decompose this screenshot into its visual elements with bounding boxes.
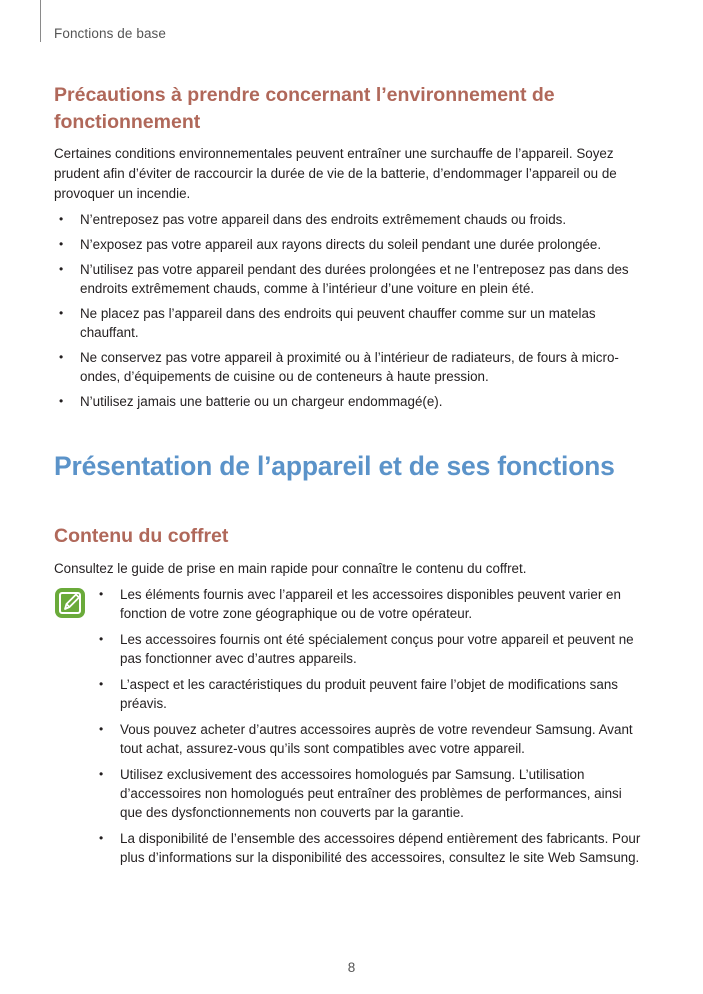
bullet-icon: • xyxy=(59,306,64,320)
list-item: • N’exposez pas votre appareil aux rayons directs du soleil pendant une durée prolongée. xyxy=(59,237,602,252)
bullet-icon: • xyxy=(99,677,104,691)
bullet-icon: • xyxy=(59,394,64,408)
list-item: • Ne placez pas l’appareil dans des endroits qui peuvent chauffer comme sur un matelas chauffant. xyxy=(59,306,596,340)
list-item: • Utilisez exclusivement des accessoires homologués par Samsung. L’utilisation d’accessoires non homologués peut entraîner des problèmes de performances, ainsi que des dysfonctionnements non couverts par la garantie. xyxy=(99,767,622,820)
page-number: 8 xyxy=(347,960,356,975)
contenu-notes-list xyxy=(54,585,646,867)
bullet-icon: • xyxy=(99,587,104,601)
bullet-icon: • xyxy=(99,632,104,646)
bullet-icon: • xyxy=(59,212,64,226)
list-item: • Vous pouvez acheter d’autres accessoires auprès de votre revendeur Samsung. Avant tout achat, assurez-vous qu’ils sont compatibles avec votre appareil. xyxy=(99,722,633,756)
list-item: • Ne conservez pas votre appareil à proximité ou à l’intérieur de radiateurs, de fours à micro-ondes, d’équipements de cuisine ou de conteneurs à haute pression. xyxy=(59,350,619,384)
list-item: • La disponibilité de l’ensemble des accessoires dépend entièrement des fabricants. Pour plus d’informations sur la disponibilité des accessoires, consultez le site Web Samsung. xyxy=(99,831,641,865)
contenu-intro: Consultez le guide de prise en main rapide pour connaître le contenu du coffret. xyxy=(54,561,527,576)
bullet-icon: • xyxy=(99,831,104,845)
precautions-list xyxy=(54,210,654,411)
presentation-heading: Présentation de l’appareil et de ses fonctions xyxy=(54,451,615,481)
list-item: • L’aspect et les caractéristiques du produit peuvent faire l’objet de modifications sans préavis. xyxy=(99,677,618,711)
list-item: • N’entreposez pas votre appareil dans des endroits extrêmement chauds ou froids. xyxy=(59,212,567,227)
note-pencil-icon xyxy=(54,587,86,619)
bullet-icon: • xyxy=(59,237,64,251)
bullet-icon: • xyxy=(99,767,104,781)
precautions-heading: Précautions à prendre concernant l’environnement de fonctionnement xyxy=(54,84,555,133)
bullet-icon: • xyxy=(99,722,104,736)
contenu-heading: Contenu du coffret xyxy=(54,525,229,547)
note-block xyxy=(54,585,654,867)
precautions-intro: Certaines conditions environnementales peuvent entraîner une surchauffe de l’appareil. Soyez prudent afin d’éviter de raccourcir la durée de vie de la batterie, d’endommager l’appareil ou de provoquer un incendie. xyxy=(54,146,617,201)
list-item: • N’utilisez pas votre appareil pendant des durées prolongées et ne l’entreposez pas dans des endroits extrêmement chauds, comme à l’intérieur d’une voiture en plein été. xyxy=(59,262,629,296)
list-item: • Les accessoires fournis ont été spécialement conçus pour votre appareil et peuvent ne pas fonctionner avec d’autres appareils. xyxy=(99,632,634,666)
list-item: • Les éléments fournis avec l’appareil et les accessoires disponibles peuvent varier en fonction de votre zone géographique ou de votre opérateur. xyxy=(99,587,621,621)
running-header: Fonctions de base xyxy=(54,26,167,41)
list-item: • N’utilisez jamais une batterie ou un chargeur endommagé(e). xyxy=(59,394,443,409)
bullet-icon: • xyxy=(59,262,64,276)
header-rule xyxy=(40,0,41,42)
bullet-icon: • xyxy=(59,350,64,364)
page-content xyxy=(54,82,654,874)
